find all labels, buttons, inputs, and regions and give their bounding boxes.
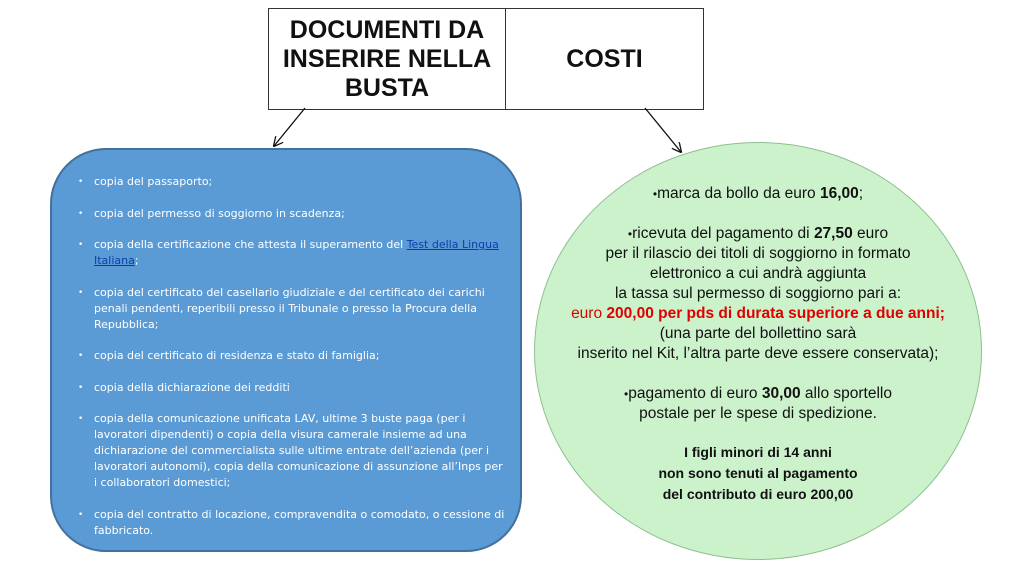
ricevuta-line: •ricevuta del pagamento di 27,50 euro (627, 225, 889, 242)
list-item (78, 237, 508, 269)
bollo-line: •marca da bollo da euro 16,00; (652, 185, 864, 202)
documents-header: DOCUMENTI DA INSERIRE NELLA BUSTA (269, 9, 506, 109)
bollettino-line-2: inserito nel Kit, l’altra parte deve essere conservata); (577, 345, 939, 362)
header-table (268, 8, 704, 110)
tassa-line: euro 200,00 per pds di durata superiore a due anni; (571, 305, 945, 322)
ricevuta-line-4: la tassa sul permesso di soggiorno pari a: (614, 285, 902, 302)
list-item: • copia del contratto di locazione, compravendita o comodato, o cessione di fabbricato. (78, 507, 508, 539)
documents-box (50, 148, 522, 552)
list-item: • copia della comunicazione unificata LAV, ultime 3 buste paga (per i lavoratori dipendenti) o copia della visura camerale insieme ad una dichiarazione del commercialista sulle ultime entrate dell’azienda (per i lavoratori autonomi), copia della comunicazione di assunzione all’Inps per i collaboratori domestici; (78, 411, 508, 491)
list-item: • copia del passaporto; (78, 174, 508, 190)
pagamento-line-2: postale per le spese di spedizione. (639, 405, 877, 422)
bollettino-line-1: (una parte del bollettino sarà (659, 325, 857, 342)
arrow-to-costs (645, 108, 681, 152)
test-lingua-italiana-link[interactable]: Test della Lingua Italiana (94, 238, 499, 267)
list-item: • copia del permesso di soggiorno in scadenza; (78, 206, 508, 222)
pagamento-line: •pagamento di euro 30,00 allo sportello (624, 385, 892, 402)
costs-header: COSTI (566, 44, 643, 73)
list-item-text: ; (134, 254, 139, 267)
minori-note: I figli minori di 14 anni non sono tenuti al pagamento del contributo di euro 200,00 (658, 444, 858, 502)
ricevuta-line-3: elettronico a cui andrà aggiunta (649, 265, 867, 282)
list-item: • copia del certificato del casellario giudiziale e del certificato dei carichi penali pendenti, reperibili presso il Tribunale o presso la Procura della Repubblica; (78, 285, 508, 333)
costs-text (534, 184, 982, 505)
list-item: • copia del certificato di residenza e stato di famiglia; (78, 348, 508, 364)
documents-list (78, 174, 508, 554)
list-item: • copia della dichiarazione dei redditi (78, 380, 508, 396)
ricevuta-line-2: per il rilascio dei titoli di soggiorno in formato (605, 245, 911, 262)
list-item-text: copia della certificazione che attesta il superamento del (94, 238, 407, 251)
arrow-to-documents (274, 108, 305, 146)
